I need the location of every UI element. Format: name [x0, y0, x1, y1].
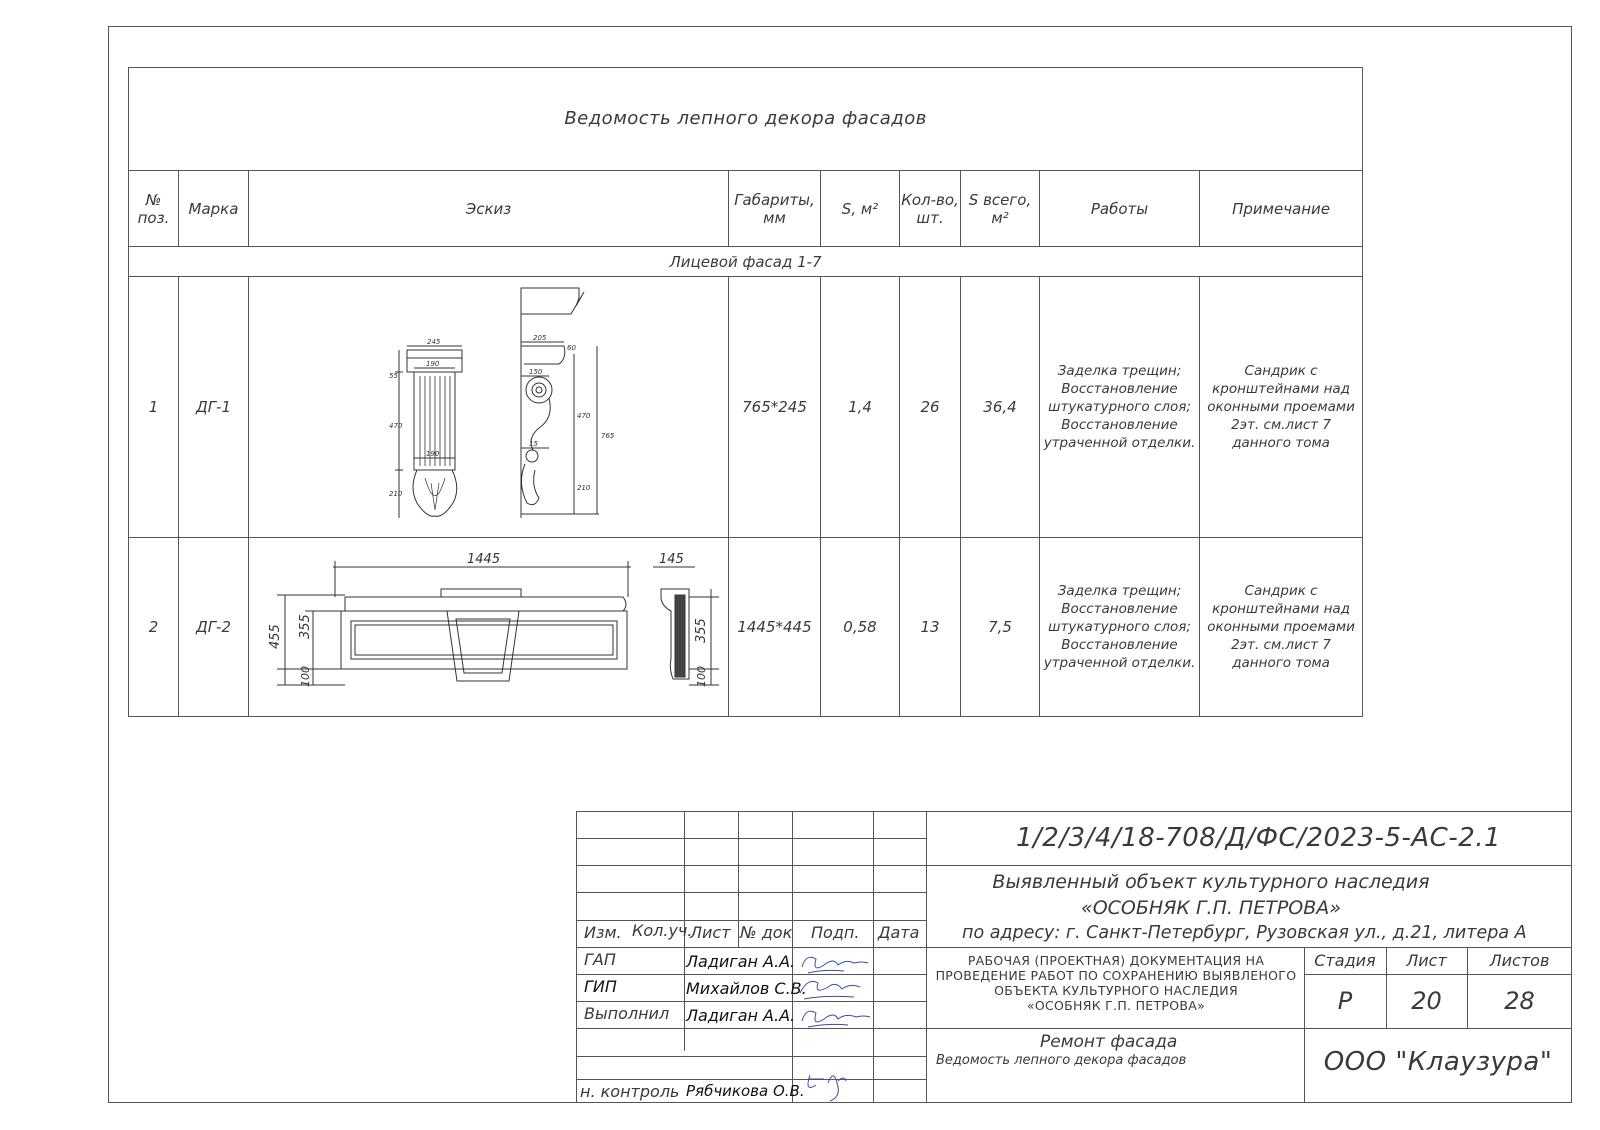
section-heading: Лицевой фасад 1-7 [129, 247, 1363, 277]
sandrik-sketch [249, 539, 727, 715]
col-header-qty: Кол.уч. [632, 921, 693, 940]
decor-schedule-table [128, 67, 1363, 717]
row-note: Сандрик с кронштейнами над оконными проемами 2эт. см.лист 7 данного тома [1200, 538, 1363, 717]
row-mark: ДГ-1 [179, 277, 249, 538]
dim-label: 100 [299, 666, 312, 687]
header-sketch: Эскиз [249, 171, 729, 247]
dim-label: 210 [577, 484, 591, 492]
dim-label: 470 [389, 422, 403, 430]
header-area: S, м² [821, 171, 900, 247]
sheet-title: Ведомость лепного декора фасадов [936, 1053, 1187, 1068]
doc-description: РАБОЧАЯ (ПРОЕКТНАЯ) ДОКУМЕНТАЦИЯ НА ПРОВЕДЕНИЕ РАБОТ ПО СОХРАНЕНИЮ ВЫЯВЛЕНОГО ОБЪЕКТА КУЛЬТУРНОГО НАСЛЕДИЯ «ОСОБНЯК Г.П. ПЕТРОВА» [935, 953, 1297, 1013]
dim-label: 55 [389, 372, 398, 380]
header-mark: Марка [179, 171, 249, 247]
row-dims: 765*245 [729, 277, 821, 538]
row-mark: ДГ-2 [179, 538, 249, 717]
role-gap: ГАП [584, 950, 616, 969]
bracket-sketch [249, 278, 727, 536]
header-dims: Габариты, мм [729, 171, 821, 247]
row-works: Заделка трещин; Восстановление штукатурного слоя; Восстановление утраченной отделки. [1040, 538, 1200, 717]
dim-label: 210 [389, 490, 403, 498]
title-block [576, 811, 1572, 1103]
row-area: 0,58 [821, 538, 900, 717]
company-name: ООО "Клаузура" [1323, 1047, 1553, 1077]
dim-label: 190 [426, 450, 440, 458]
row-area: 1,4 [821, 277, 900, 538]
header-total: S всего, м² [961, 171, 1040, 247]
col-header-signature: Подп. [811, 923, 860, 942]
dim-label: 145 [659, 552, 684, 567]
section-title: Ремонт фасада [1040, 1032, 1178, 1052]
sheet-label: Лист [1406, 951, 1447, 970]
name-norm-control: Рябчикова О.В. [686, 1082, 805, 1100]
header-note: Примечание [1200, 171, 1363, 247]
col-header-date: Дата [878, 923, 920, 942]
header-qty: Кол-во, шт. [900, 171, 961, 247]
object-name-line1: Выявленный объект культурного наследия [992, 871, 1430, 893]
dim-label: 60 [567, 344, 576, 352]
dim-label: 765 [601, 432, 615, 440]
row-dims: 1445*445 [729, 538, 821, 717]
row-total: 36,4 [961, 277, 1040, 538]
row-qty: 26 [900, 277, 961, 538]
signatures [794, 947, 874, 1103]
row-qty: 13 [900, 538, 961, 717]
row-total: 7,5 [961, 538, 1040, 717]
stage-value: Р [1337, 987, 1353, 1015]
row-sketch [249, 538, 729, 717]
dim-label: 15 [529, 440, 538, 448]
table-row [129, 538, 1363, 717]
header-row [129, 171, 1363, 247]
dim-label: 150 [529, 368, 543, 376]
sheets-total: 28 [1504, 987, 1535, 1015]
dim-label: 355 [298, 614, 313, 639]
header-pos: № поз. [129, 171, 179, 247]
dim-label: 245 [427, 338, 441, 346]
document-code: 1/2/3/4/18-708/Д/ФС/2023-5-АС-2.1 [1016, 823, 1502, 853]
name-gap: Ладиган А.А. [686, 952, 796, 971]
dim-label: 100 [695, 666, 708, 687]
object-address: по адресу: г. Санкт-Петербург, Рузовская ул., д.21, литера А [962, 923, 1527, 943]
col-header-sheet: Лист [690, 923, 731, 942]
role-gip: ГИП [584, 977, 617, 996]
dim-label: 455 [268, 624, 283, 649]
row-works: Заделка трещин; Восстановление штукатурного слоя; Восстановление утраченной отделки. [1040, 277, 1200, 538]
sheets-label: Листов [1489, 951, 1550, 970]
header-works: Работы [1040, 171, 1200, 247]
col-header-docno: № док [740, 923, 793, 942]
dim-label: 205 [533, 334, 547, 342]
object-name-line2: «ОСОБНЯК Г.П. ПЕТРОВА» [1080, 897, 1342, 919]
dim-label: 190 [426, 360, 440, 368]
dim-label: 355 [694, 618, 709, 643]
name-executor: Ладиган А.А. [686, 1006, 796, 1025]
row-pos: 1 [129, 277, 179, 538]
schedule-title: Ведомость лепного декора фасадов [129, 68, 1363, 171]
row-note: Сандрик с кронштейнами над оконными проемами 2эт. см.лист 7 данного тома [1200, 277, 1363, 538]
role-norm-control: н. контроль [580, 1082, 680, 1101]
role-executor: Выполнил [584, 1004, 670, 1023]
col-header-rev: Изм. [584, 923, 622, 942]
dim-label: 1445 [467, 552, 501, 567]
table-row [129, 277, 1363, 538]
name-gip: Михайлов С.В. [686, 979, 807, 998]
row-sketch [249, 277, 729, 538]
stage-label: Стадия [1314, 951, 1376, 970]
dim-label: 470 [577, 412, 591, 420]
sheet-number: 20 [1411, 987, 1442, 1015]
row-pos: 2 [129, 538, 179, 717]
